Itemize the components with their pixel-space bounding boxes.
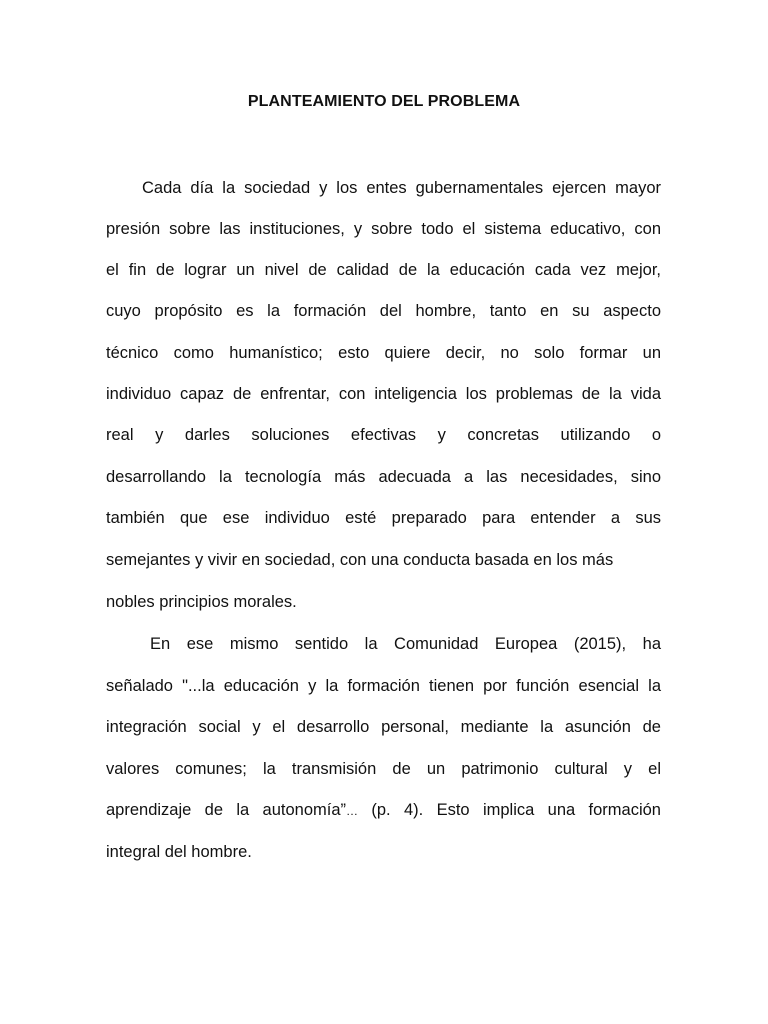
- paragraph-1-line: presión sobre las instituciones, y sobre todo el sistema educativo, con: [106, 220, 661, 238]
- paragraph-2-line: valores comunes; la transmisión de un patrimonio cultural y el: [106, 760, 661, 778]
- paragraph-1-line: desarrollando la tecnología más adecuada a las necesidades, sino: [106, 468, 661, 486]
- citation-ellipsis: …: [346, 804, 359, 818]
- paragraph-1-line: nobles principios morales.: [106, 593, 297, 611]
- paragraph-2-line: integración social y el desarrollo personal, mediante la asunción de: [106, 718, 661, 736]
- paragraph-1-line: semejantes y vivir en sociedad, con una conducta basada en los más: [106, 551, 614, 569]
- paragraph-2-line: En ese mismo sentido la Comunidad Europea (2015), ha: [150, 635, 661, 653]
- paragraph-2-line: señalado "...la educación y la formación tienen por función esencial la: [106, 677, 661, 695]
- paragraph-1-line: técnico como humanístico; esto quiere decir, no solo formar un: [106, 344, 661, 362]
- citation-page: (p. 4). Esto implica una formación: [358, 801, 661, 819]
- paragraph-1-line: cuyo propósito es la formación del hombre, tanto en su aspecto: [106, 302, 661, 320]
- citation-text: aprendizaje de la autonomía”: [106, 801, 347, 819]
- document-title: PLANTEAMIENTO DEL PROBLEMA: [247, 93, 521, 110]
- paragraph-2-line: integral del hombre.: [106, 843, 252, 861]
- paragraph-1-line: Cada día la sociedad y los entes gubernamentales ejercen mayor: [142, 179, 661, 197]
- paragraph-1-line: real y darles soluciones efectivas y concretas utilizando o: [106, 426, 661, 444]
- paragraph-1-line: también que ese individuo esté preparado para entender a sus: [106, 509, 661, 527]
- paragraph-1-line: individuo capaz de enfrentar, con inteligencia los problemas de la vida: [106, 385, 661, 403]
- paragraph-2-line-citation: [106, 799, 661, 822]
- paragraph-1-line: el fin de lograr un nivel de calidad de la educación cada vez mejor,: [106, 261, 661, 279]
